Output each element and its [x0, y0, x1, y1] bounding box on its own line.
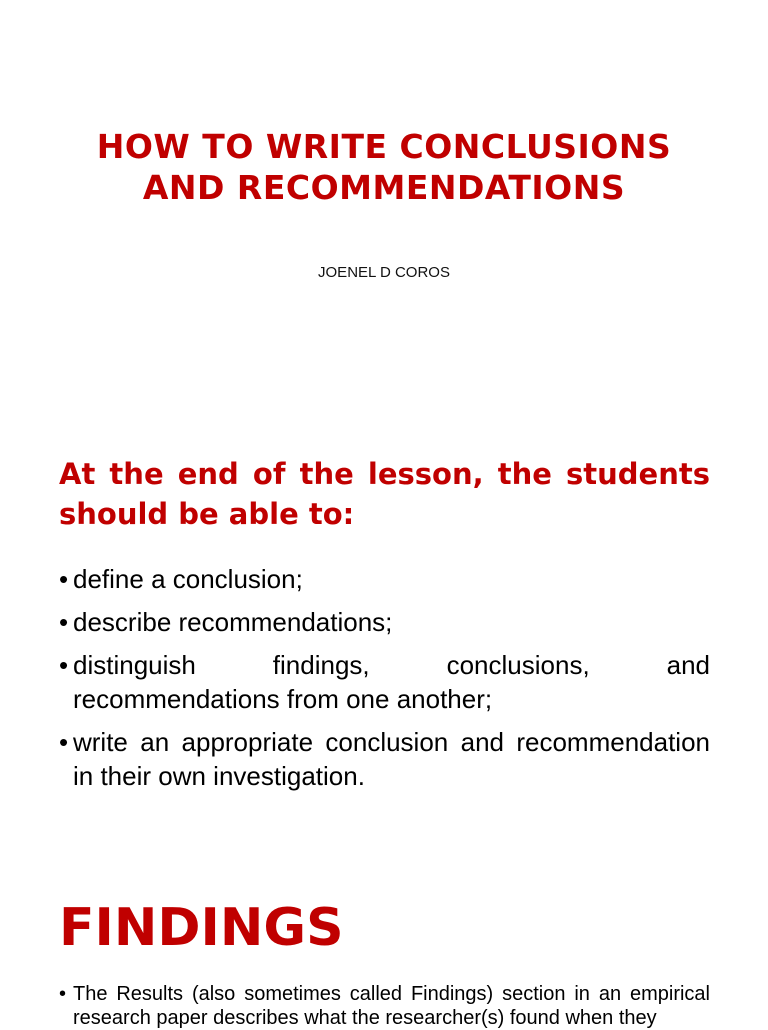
objective-text: distinguish findings, conclusions, and recommendations from one another;	[73, 650, 710, 714]
findings-slide	[0, 842, 768, 1029]
bullet-icon: •	[59, 983, 67, 1005]
bullet-icon: •	[59, 564, 69, 594]
objective-item	[59, 725, 710, 793]
objectives-heading: At the end of the lesson, the students should be able to:	[59, 457, 710, 531]
slide-title-line-1: HOW TO WRITE CONCLUSIONS	[96, 127, 672, 166]
objective-text: define a conclusion;	[73, 564, 303, 594]
findings-heading: FINDINGS	[59, 898, 344, 958]
author-name: JOENEL D COROS	[318, 264, 450, 281]
objective-text: write an appropriate conclusion and recommendation in their own investigation.	[73, 727, 710, 791]
objectives-slide	[0, 432, 768, 842]
findings-text: The Results (also sometimes called Findings) section in an empirical research paper describes what the researcher(s) found when they	[73, 983, 710, 1029]
bullet-icon: •	[59, 727, 69, 757]
bullet-icon: •	[59, 607, 69, 637]
objective-text: describe recommendations;	[73, 607, 393, 637]
title-slide	[0, 0, 768, 432]
objective-item	[59, 648, 710, 716]
objective-item	[59, 605, 710, 639]
slide-title-line-2: AND RECOMMENDATIONS	[142, 168, 626, 207]
objectives-list	[59, 562, 710, 802]
bullet-icon: •	[59, 650, 69, 680]
findings-paragraph	[59, 982, 710, 1030]
objective-item	[59, 562, 710, 596]
slide-title	[60, 126, 708, 208]
